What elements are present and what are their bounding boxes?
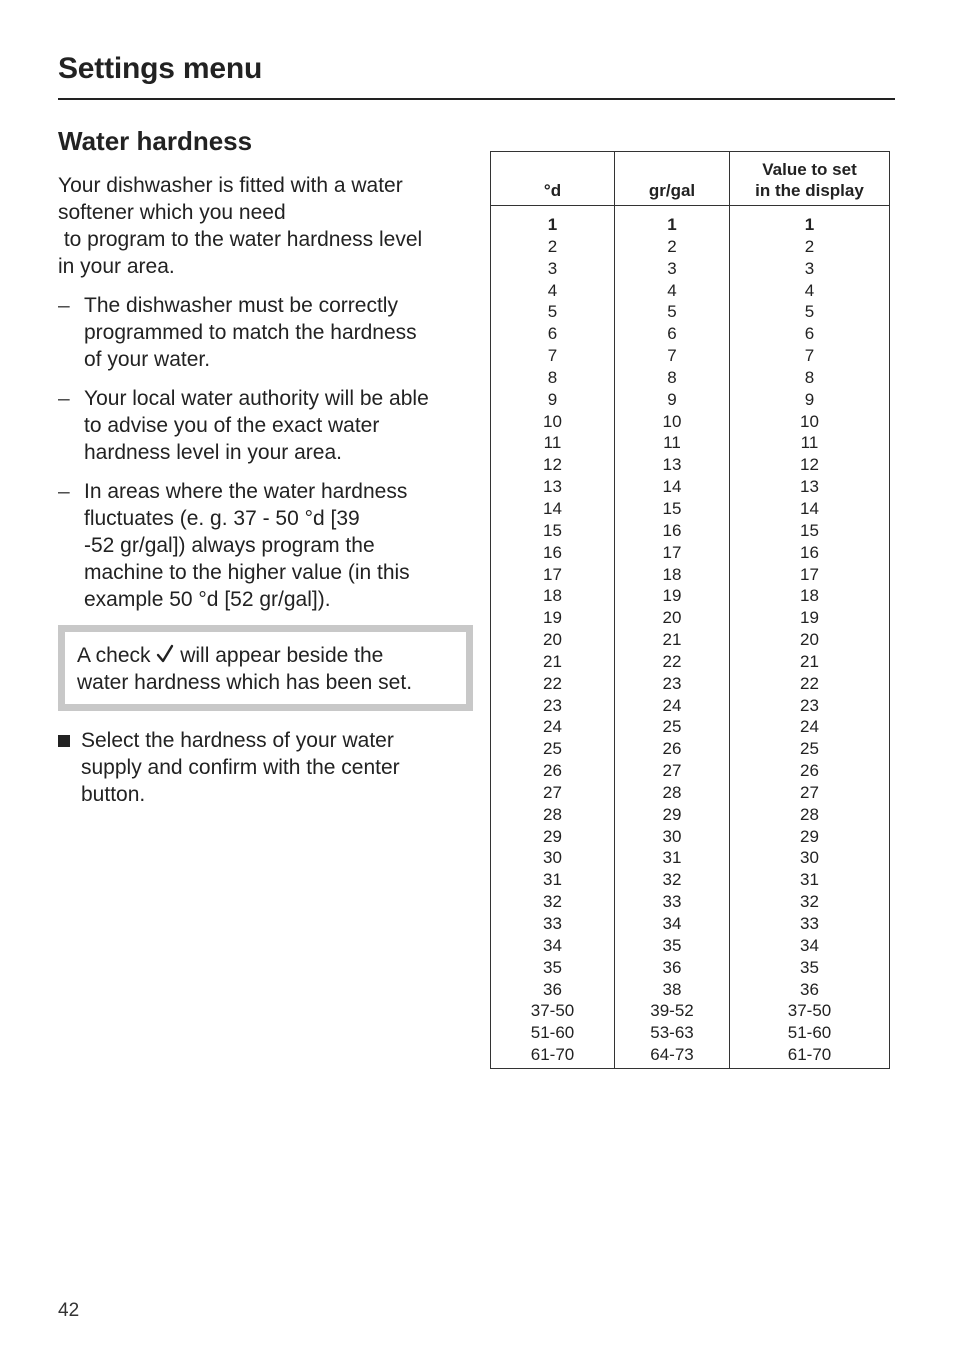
table-cell: 9 (667, 389, 677, 409)
table-cell: 28 (800, 804, 819, 824)
dash-item-line: hardness level in your area. (84, 441, 342, 464)
table-cell: 9 (804, 389, 815, 409)
table-cell: 22 (662, 651, 682, 671)
column-grgal (615, 206, 730, 1069)
table-cell: 20 (800, 630, 819, 650)
table-cell: 2 (804, 236, 815, 256)
note-text: will appear beside the (174, 644, 384, 667)
dash-list-item (58, 478, 468, 613)
instruction-line: Select the hardness of your water (81, 729, 394, 752)
note-line (77, 642, 454, 669)
table-cell: 10 (800, 411, 819, 431)
table-cell: 33 (662, 892, 682, 912)
table-cell: 22 (543, 673, 562, 693)
intro-line: to program to the water hardness level (58, 228, 423, 251)
table-cell: 32 (800, 892, 819, 912)
table-cell: 36 (662, 957, 682, 977)
table-cell: 25 (800, 739, 819, 759)
table-cell: 1 (804, 215, 815, 234)
table-cell: 8 (667, 367, 677, 387)
section-heading: Water hardness (58, 126, 253, 156)
dash-item-line: of your water. (84, 348, 211, 371)
table-cell: 30 (662, 826, 682, 846)
table-cell: 14 (543, 498, 562, 518)
table-cell: 29 (662, 804, 682, 824)
column-degree (491, 206, 615, 1069)
table-cell: 53-63 (650, 1023, 694, 1043)
table-cell: 8 (547, 367, 558, 387)
table-cell: 15 (662, 498, 682, 518)
dash-item-line: to advise you of the exact water (84, 414, 380, 437)
table-cell: 10 (662, 411, 682, 431)
header-line: Value to set (762, 160, 857, 179)
table-cell: 31 (543, 870, 562, 890)
table-cell: 5 (804, 302, 815, 322)
table-cell: 18 (543, 586, 562, 606)
note-text: A check (77, 644, 157, 667)
dash-bullet: – (58, 480, 70, 503)
table-cell: 28 (662, 782, 682, 802)
page-number: 42 (58, 1300, 80, 1321)
table-cell: 3 (804, 258, 815, 278)
instruction-line: supply and confirm with the center (81, 756, 400, 779)
hardness-table-wrap (490, 151, 890, 1069)
instruction-line: button. (81, 783, 146, 806)
dash-item-line: Your local water authority will be able (84, 387, 429, 410)
table-cell: 27 (662, 761, 682, 781)
intro-paragraph (58, 172, 468, 280)
table-cell: 27 (800, 782, 819, 802)
column-display-value (730, 206, 890, 1069)
table-cell: 39-52 (650, 1001, 694, 1021)
table-cell: 4 (667, 280, 677, 300)
table-cell: 20 (662, 608, 682, 628)
table-cell: 24 (543, 717, 562, 737)
table-cell: 5 (667, 302, 677, 322)
table-cell: 19 (543, 608, 562, 628)
table-body-row (491, 206, 890, 1069)
note-line: water hardness which has been set. (77, 671, 413, 694)
table-cell: 26 (662, 739, 682, 759)
table-cell: 21 (800, 651, 819, 671)
intro-line: Your dishwasher is fitted with a water (58, 174, 403, 197)
dash-item-line: fluctuates (e. g. 37 - 50 °d [39 (84, 507, 360, 530)
table-cell: 35 (543, 957, 562, 977)
title-rule (58, 98, 895, 100)
table-cell: 1 (667, 215, 677, 234)
table-cell: 61-70 (530, 1045, 575, 1065)
header-degree: °d (491, 152, 615, 206)
table-cell: 9 (547, 389, 558, 409)
table-cell: 51-60 (530, 1023, 575, 1043)
table-cell: 4 (547, 280, 558, 300)
table-cell: 7 (804, 346, 815, 366)
table-cell: 10 (543, 411, 562, 431)
dash-item-line: example 50 °d [52 gr/gal]). (84, 588, 331, 611)
table-cell: 12 (800, 455, 819, 475)
table-cell: 2 (667, 236, 677, 256)
header-line: in the display (755, 181, 864, 200)
table-cell: 7 (547, 346, 558, 366)
table-cell: 27 (543, 782, 562, 802)
table-cell: 14 (800, 498, 819, 518)
table-cell: 20 (543, 630, 562, 650)
note-box (58, 625, 473, 711)
table-cell: 37-50 (530, 1001, 575, 1021)
hardness-table (490, 151, 890, 1069)
table-cell: 51-60 (787, 1023, 832, 1043)
table-cell: 16 (800, 542, 819, 562)
header-grgal: gr/gal (615, 152, 730, 206)
table-cell: 25 (543, 739, 562, 759)
table-cell: 14 (662, 477, 682, 497)
dash-list-item (58, 385, 468, 466)
table-cell: 35 (800, 957, 819, 977)
table-cell: 11 (800, 433, 819, 453)
table-cell: 22 (800, 673, 819, 693)
table-cell: 32 (662, 870, 682, 890)
table-cell: 6 (804, 324, 815, 344)
table-cell: 11 (543, 433, 562, 453)
table-cell: 16 (543, 542, 562, 562)
table-cell: 24 (800, 717, 819, 737)
table-cell: 6 (667, 324, 677, 344)
table-cell: 35 (662, 935, 682, 955)
table-cell: 24 (662, 695, 682, 715)
table-cell: 19 (800, 608, 819, 628)
table-cell: 7 (667, 346, 677, 366)
check-icon (156, 644, 174, 664)
table-cell: 23 (662, 673, 682, 693)
table-cell: 31 (800, 870, 819, 890)
table-cell: 34 (543, 935, 562, 955)
table-cell: 61-70 (787, 1045, 832, 1065)
table-cell: 16 (662, 520, 682, 540)
table-cell: 2 (547, 236, 558, 256)
table-cell: 12 (543, 455, 562, 475)
instruction-item (58, 727, 468, 808)
table-cell: 28 (543, 804, 562, 824)
table-cell: 23 (800, 695, 819, 715)
table-cell: 17 (662, 542, 682, 562)
table-cell: 17 (800, 564, 819, 584)
table-cell: 38 (662, 979, 682, 999)
dash-item-line: The dishwasher must be correctly (84, 294, 398, 317)
table-cell: 25 (662, 717, 682, 737)
table-cell: 32 (543, 892, 562, 912)
table-cell: 18 (800, 586, 819, 606)
table-cell: 5 (547, 302, 558, 322)
table-cell: 13 (800, 477, 819, 497)
intro-line: in your area. (58, 255, 175, 278)
table-cell: 15 (543, 520, 562, 540)
table-cell: 30 (543, 848, 562, 868)
text-column (58, 124, 468, 808)
dash-bullet: – (58, 294, 70, 317)
dash-bullet: – (58, 387, 70, 410)
table-cell: 30 (800, 848, 819, 868)
dash-item-line: programmed to match the hardness (84, 321, 417, 344)
table-cell: 6 (547, 324, 558, 344)
table-cell: 17 (543, 564, 562, 584)
table-cell: 13 (662, 455, 682, 475)
table-cell: 26 (543, 761, 562, 781)
table-header-row (491, 152, 890, 206)
table-cell: 29 (543, 826, 562, 846)
table-cell: 13 (543, 477, 562, 497)
table-cell: 19 (662, 586, 682, 606)
dash-item-line: In areas where the water hardness (84, 480, 408, 503)
table-cell: 36 (543, 979, 562, 999)
table-cell: 21 (662, 630, 682, 650)
table-cell: 36 (800, 979, 819, 999)
table-cell: 11 (663, 433, 681, 453)
table-cell: 33 (543, 914, 562, 933)
dash-item-line: -52 gr/gal]) always program the (84, 534, 375, 557)
table-cell: 26 (800, 761, 819, 781)
square-bullet (58, 735, 70, 747)
intro-line: softener which you need (58, 201, 286, 224)
table-cell: 1 (547, 215, 558, 234)
table-cell: 29 (800, 826, 819, 846)
dash-list-item (58, 292, 468, 373)
table-cell: 23 (543, 695, 562, 715)
table-cell: 8 (804, 367, 815, 387)
dash-item-line: machine to the higher value (in this (84, 561, 410, 584)
table-cell: 18 (662, 564, 682, 584)
table-cell: 3 (667, 258, 677, 278)
table-cell: 3 (547, 258, 558, 278)
table-cell: 64-73 (650, 1045, 694, 1065)
header-display-value (730, 152, 890, 206)
table-cell: 31 (662, 848, 682, 868)
page-title: Settings menu (58, 52, 263, 85)
table-cell: 37-50 (787, 1001, 832, 1021)
table-cell: 15 (800, 520, 819, 540)
table-cell: 34 (800, 935, 819, 955)
table-cell: 21 (543, 651, 562, 671)
table-cell: 34 (662, 914, 682, 933)
table-cell: 33 (800, 914, 819, 933)
table-cell: 4 (804, 280, 815, 300)
